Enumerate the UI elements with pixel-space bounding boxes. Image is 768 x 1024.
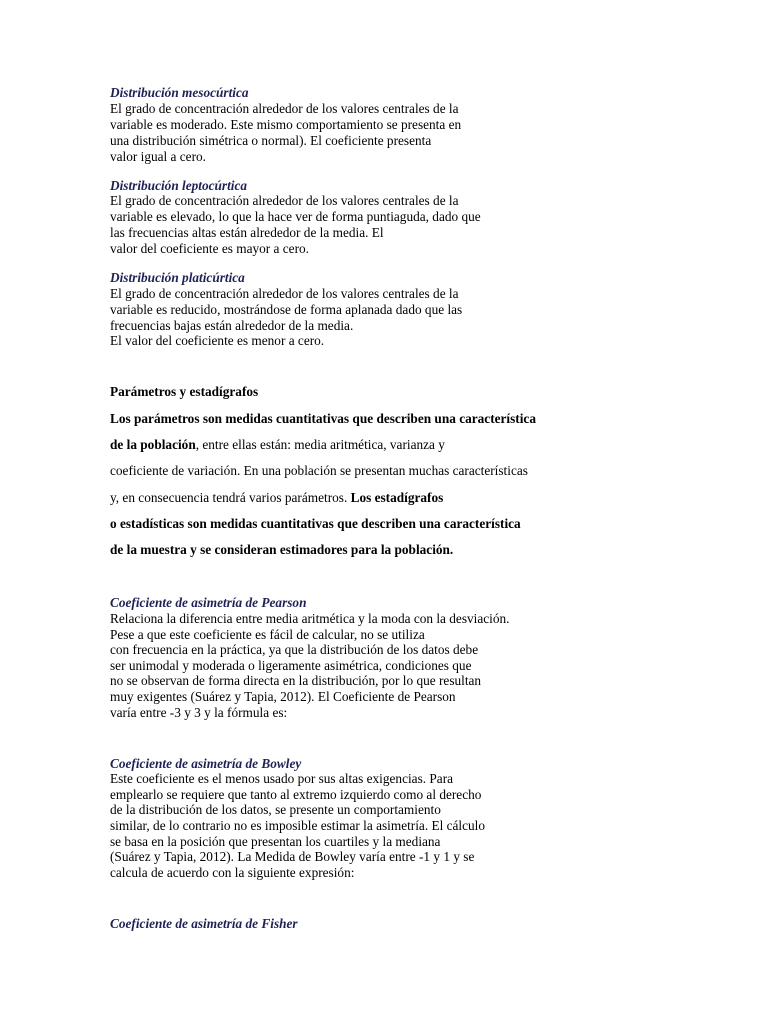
paragraph-line: frecuencias bajas están alrededor de la media. bbox=[110, 318, 354, 333]
paragraph-line: o estadísticas son medidas cuantitativas que describen una característica bbox=[110, 516, 521, 531]
paragraph-line: valor igual a cero. bbox=[110, 149, 206, 164]
paragraph-line: ser unimodal y moderada o ligeramente asimétrica, condiciones que bbox=[110, 658, 472, 673]
paragraph-line: coeficiente de variación. En una población se presentan muchas características bbox=[110, 463, 528, 478]
paragraph-line: Pese a que este coeficiente es fácil de calcular, no se utiliza bbox=[110, 627, 425, 642]
paragraph-line: El valor del coeficiente es menor a cero. bbox=[110, 333, 325, 348]
paragraph-line: Los parámetros son medidas cuantitativas que describen una característica bbox=[110, 411, 536, 426]
text-phrase: , entre ellas están: media aritmética, varianza y bbox=[195, 437, 445, 452]
paragraph-line: Este coeficiente es el menos usado por sus altas exigencias. Para bbox=[110, 771, 454, 786]
heading-pearson: Coeficiente de asimetría de Pearson bbox=[110, 595, 307, 610]
paragraph-line: valor del coeficiente es mayor a cero. bbox=[110, 241, 309, 256]
paragraph-line: de la muestra y se consideran estimadores para la población. bbox=[110, 542, 454, 557]
heading-mesocurtica: Distribución mesocúrtica bbox=[110, 85, 249, 100]
paragraph-line: una distribución simétrica o normal). El coeficiente presenta bbox=[110, 133, 432, 148]
paragraph-line: (Suárez y Tapia, 2012). La Medida de Bowley varía entre -1 y 1 y se bbox=[110, 849, 475, 864]
paragraph-line bbox=[110, 490, 443, 506]
paragraph-line: las frecuencias altas están alrededor de la media. El bbox=[110, 225, 384, 240]
text-phrase: y, en consecuencia tendrá varios parámetros. bbox=[110, 490, 351, 505]
paragraph-line: muy exigentes (Suárez y Tapia, 2012). El Coeficiente de Pearson bbox=[110, 689, 456, 704]
paragraph-line: no se observan de forma directa en la distribución, por lo que resultan bbox=[110, 673, 482, 688]
paragraph-line: variable es moderado. Este mismo comportamiento se presenta en bbox=[110, 117, 462, 132]
paragraph-line: calcula de acuerdo con la siguiente expresión: bbox=[110, 865, 355, 880]
paragraph-line: varía entre -3 y 3 y la fórmula es: bbox=[110, 705, 288, 720]
paragraph-line: emplearlo se requiere que tanto al extremo izquierdo como al derecho bbox=[110, 787, 482, 802]
paragraph-line bbox=[110, 437, 445, 453]
paragraph-line: El grado de concentración alrededor de los valores centrales de la bbox=[110, 286, 459, 301]
paragraph-line: se basa en la posición que presentan los cuartiles y la mediana bbox=[110, 834, 441, 849]
bold-phrase: Los estadígrafos bbox=[350, 490, 444, 505]
paragraph-line: de la distribución de los datos, se presente un comportamiento bbox=[110, 802, 441, 817]
paragraph-line: Relaciona la diferencia entre media aritmética y la moda con la desviación. bbox=[110, 611, 510, 626]
paragraph-line: variable es reducido, mostrándose de forma aplanada dado que las bbox=[110, 302, 463, 317]
heading-fisher: Coeficiente de asimetría de Fisher bbox=[110, 916, 298, 931]
heading-bowley: Coeficiente de asimetría de Bowley bbox=[110, 756, 302, 771]
heading-leptocurtica: Distribución leptocúrtica bbox=[110, 178, 248, 193]
heading-platicurtica: Distribución platicúrtica bbox=[110, 270, 245, 285]
heading-parametros: Parámetros y estadígrafos bbox=[110, 384, 259, 399]
bold-phrase: de la población bbox=[110, 437, 196, 452]
paragraph-line: similar, de lo contrario no es imposible estimar la asimetría. El cálculo bbox=[110, 818, 485, 833]
paragraph-line: El grado de concentración alrededor de los valores centrales de la bbox=[110, 101, 459, 116]
paragraph-line: El grado de concentración alrededor de los valores centrales de la bbox=[110, 193, 459, 208]
paragraph-line: con frecuencia en la práctica, ya que la distribución de los datos debe bbox=[110, 642, 479, 657]
paragraph-line: variable es elevado, lo que la hace ver de forma puntiaguda, dado que bbox=[110, 209, 481, 224]
